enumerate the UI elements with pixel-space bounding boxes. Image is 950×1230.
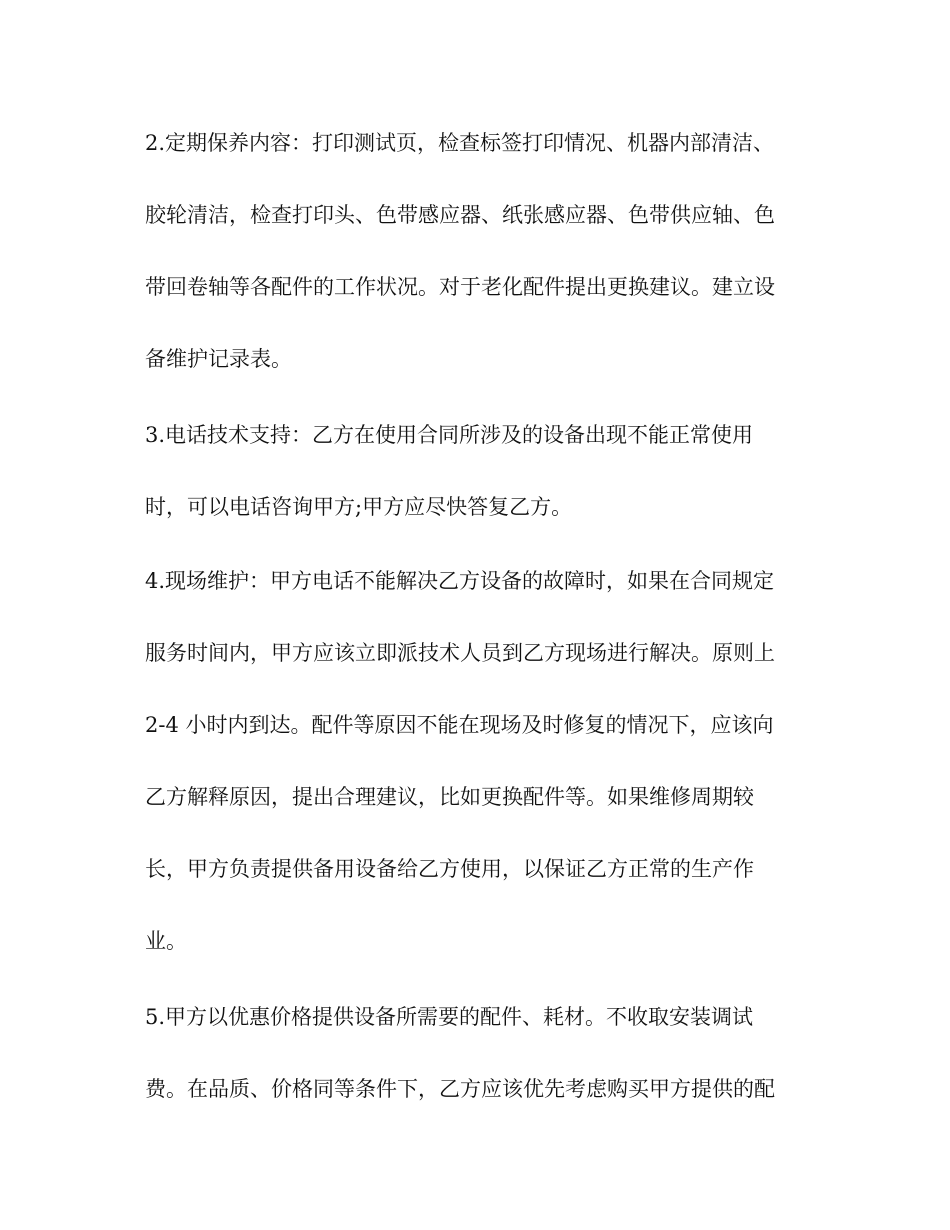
text-line: 业。 <box>145 929 187 953</box>
text-line: 2.定期保养内容：打印测试页，检查标签打印情况、机器内部清洁、 <box>145 131 775 155</box>
text-line: 2-4 小时内到达。配件等原因不能在现场及时修复的情况下，应该向 <box>145 713 774 737</box>
text-line: 胶轮清洁，检查打印头、色带感应器、纸张感应器、色带供应轴、色 <box>145 203 775 227</box>
text-line: 时，可以电话咨询甲方;甲方应尽快答复乙方。 <box>145 495 573 519</box>
text-line: 备维护记录表。 <box>145 347 292 371</box>
text-line: 长，甲方负责提供备用设备给乙方使用，以保证乙方正常的生产作 <box>145 857 754 881</box>
text-line: 带回卷轴等各配件的工作状况。对于老化配件提出更换建议。建立设 <box>145 275 775 299</box>
text-line: 乙方解释原因，提出合理建议，比如更换配件等。如果维修周期较 <box>145 785 754 809</box>
text-line: 3.电话技术支持：乙方在使用合同所涉及的设备出现不能正常使用 <box>145 423 754 447</box>
text-line: 4.现场维护：甲方电话不能解决乙方设备的故障时，如果在合同规定 <box>145 569 775 593</box>
text-line: 费。在品质、价格同等条件下，乙方应该优先考虑购买甲方提供的配 <box>145 1077 775 1101</box>
text-line: 服务时间内，甲方应该立即派技术人员到乙方现场进行解决。原则上 <box>145 641 775 665</box>
text-line: 5.甲方以优惠价格提供设备所需要的配件、耗材。不收取安装调试 <box>145 1005 754 1029</box>
